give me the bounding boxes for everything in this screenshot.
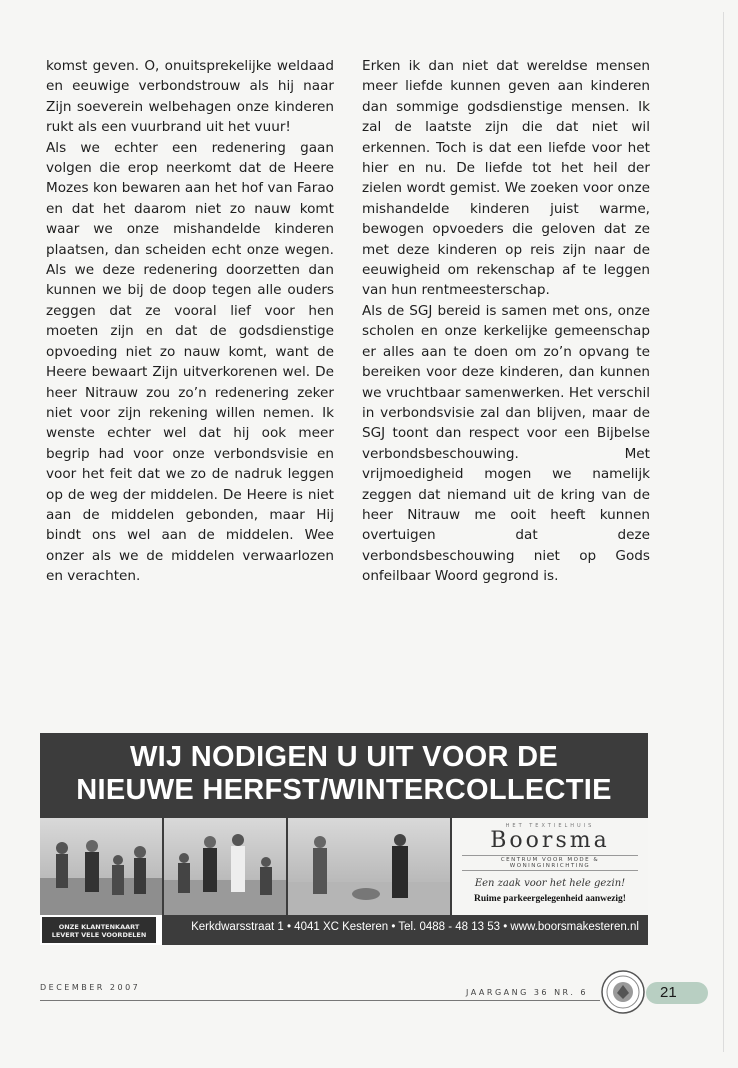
paragraph: Erken ik dan niet dat wereldse mensen meer liefde kunnen geven aan kinderen dan sommige godsdienstige mensen. Ik zal de laatste zijn die dat niet wil erkennen. Toch is dat een liefde voor het hier en nu. De liefde tot het heil der zielen wordt gemist. We zoeken voor onze mishandelde kinderen juist warme, bewogen opvoeders die geloven dat ze met deze kinderen op reis zijn naar de eeuwigheid om rekenschap af te leggen van hun rentmeesterschap. [362,58,650,299]
loyalty-card-box [40,915,162,945]
family-photo-illustration [164,818,286,915]
store-address: Kerkdwarsstraat 1 • 4041 XC Kesteren • Tel. 0488 - 48 13 53 • www.boorsmakesteren.nl [191,921,639,933]
loyalty-card-text [42,917,156,943]
page-number-pill [646,982,708,1004]
brand-tagline: HET TEXTIELHUIS [505,823,595,829]
ad-photo-family-2 [164,818,286,915]
parking-notice: Ruime parkeergelegenheid aanwezig! [474,894,626,904]
paragraph: komst geven. O, onuitsprekelijke weldaad en eeuwige verbondstrouw als hij naar Zijn soeverein welbehagen onze kinderen rukt als een vuurbrand uit het vuur! [46,58,334,136]
paragraph: Als we echter een redenering gaan volgen die erop neerkomt dat de Heere Mozes kon bewaren aan het hof van Farao en dat het daarom niet zo nauw komt waar we onze mishandelde kinderen plaatsen, dan scheiden echt onze wegen. Als we deze redenering doorzetten dan kunnen we bij de doop tegen alle ouders zeggen dat ze vooral lief voor hen moeten zijn en dat de godsdienstige opvoeding niet zo nauw komt, want de Heere bewaart Zijn uitverkorenen wel. De heer Nitrauw zou zo’n redenering zeker niet voor zijn rekening willen nemen. Ik wenste echter wel dat hij ook meer begrip had voor onze verbondsvisie en voor het feit dat we zo de nadruk leggen op de weg der middelen. De Heere is niet aan de middelen gebonden, maar Hij bindt ons wel aan de middelen. Wee onzer als we de middelen verwaarlozen en verachten. [46,139,334,585]
issue-date: DECEMBER 2007 [40,983,141,992]
article-column-right [362,56,650,587]
couple-photo-illustration [288,818,450,915]
footer-rule [40,1000,600,1001]
page-edge-line [723,12,724,1052]
ad-headline-line-1: WIJ NODIGEN U UIT VOOR DE [129,741,559,773]
emblem-seal-icon [600,969,646,1015]
boorsma-logo-block [452,818,648,915]
ad-photo-couple [288,818,450,915]
page-number: 21 [660,984,677,1001]
volume-number: JAARGANG 36 NR. 6 [466,988,588,997]
article-column-left [46,56,334,587]
family-photo-illustration [40,818,162,915]
loyalty-card-line-1: ONZE KLANTENKAART [58,923,140,931]
loyalty-card-line-2: LEVERT VELE VOORDELEN [51,931,147,939]
brand-slogan: Een zaak voor het hele gezin! [474,878,626,889]
ad-headline [40,741,648,807]
ad-photo-family-1 [40,818,162,915]
ad-headline-line-2: NIEUWE HERFST/WINTERCOLLECTIE [76,774,612,806]
brand-name: Boorsma [490,828,610,853]
paragraph: Als de SGJ bereid is samen met ons, onze scholen en onze kerkelijke gemeenschap er alles aan te doen om zo’n opvang te bereiken voor deze kinderen, dan kunnen we vruchtbaar samenwerken. Het verschil in verbondsvisie zal dan blijven, maar de SGJ toont dan respect voor een Bijbelse verbondsbeschouwing. Met vrijmoedigheid mogen we namelijk zeggen dat niemand uit de kring van de heer Nitrauw me ooit heeft kunnen overtuigen dat deze verbondsbeschouwing niet op Gods onfeilbaar Woord gegrond is. [362,302,650,585]
brand-subtitle: CENTRUM VOOR MODE & WONINGINRICHTING [462,855,638,871]
advertisement-banner [40,733,648,945]
